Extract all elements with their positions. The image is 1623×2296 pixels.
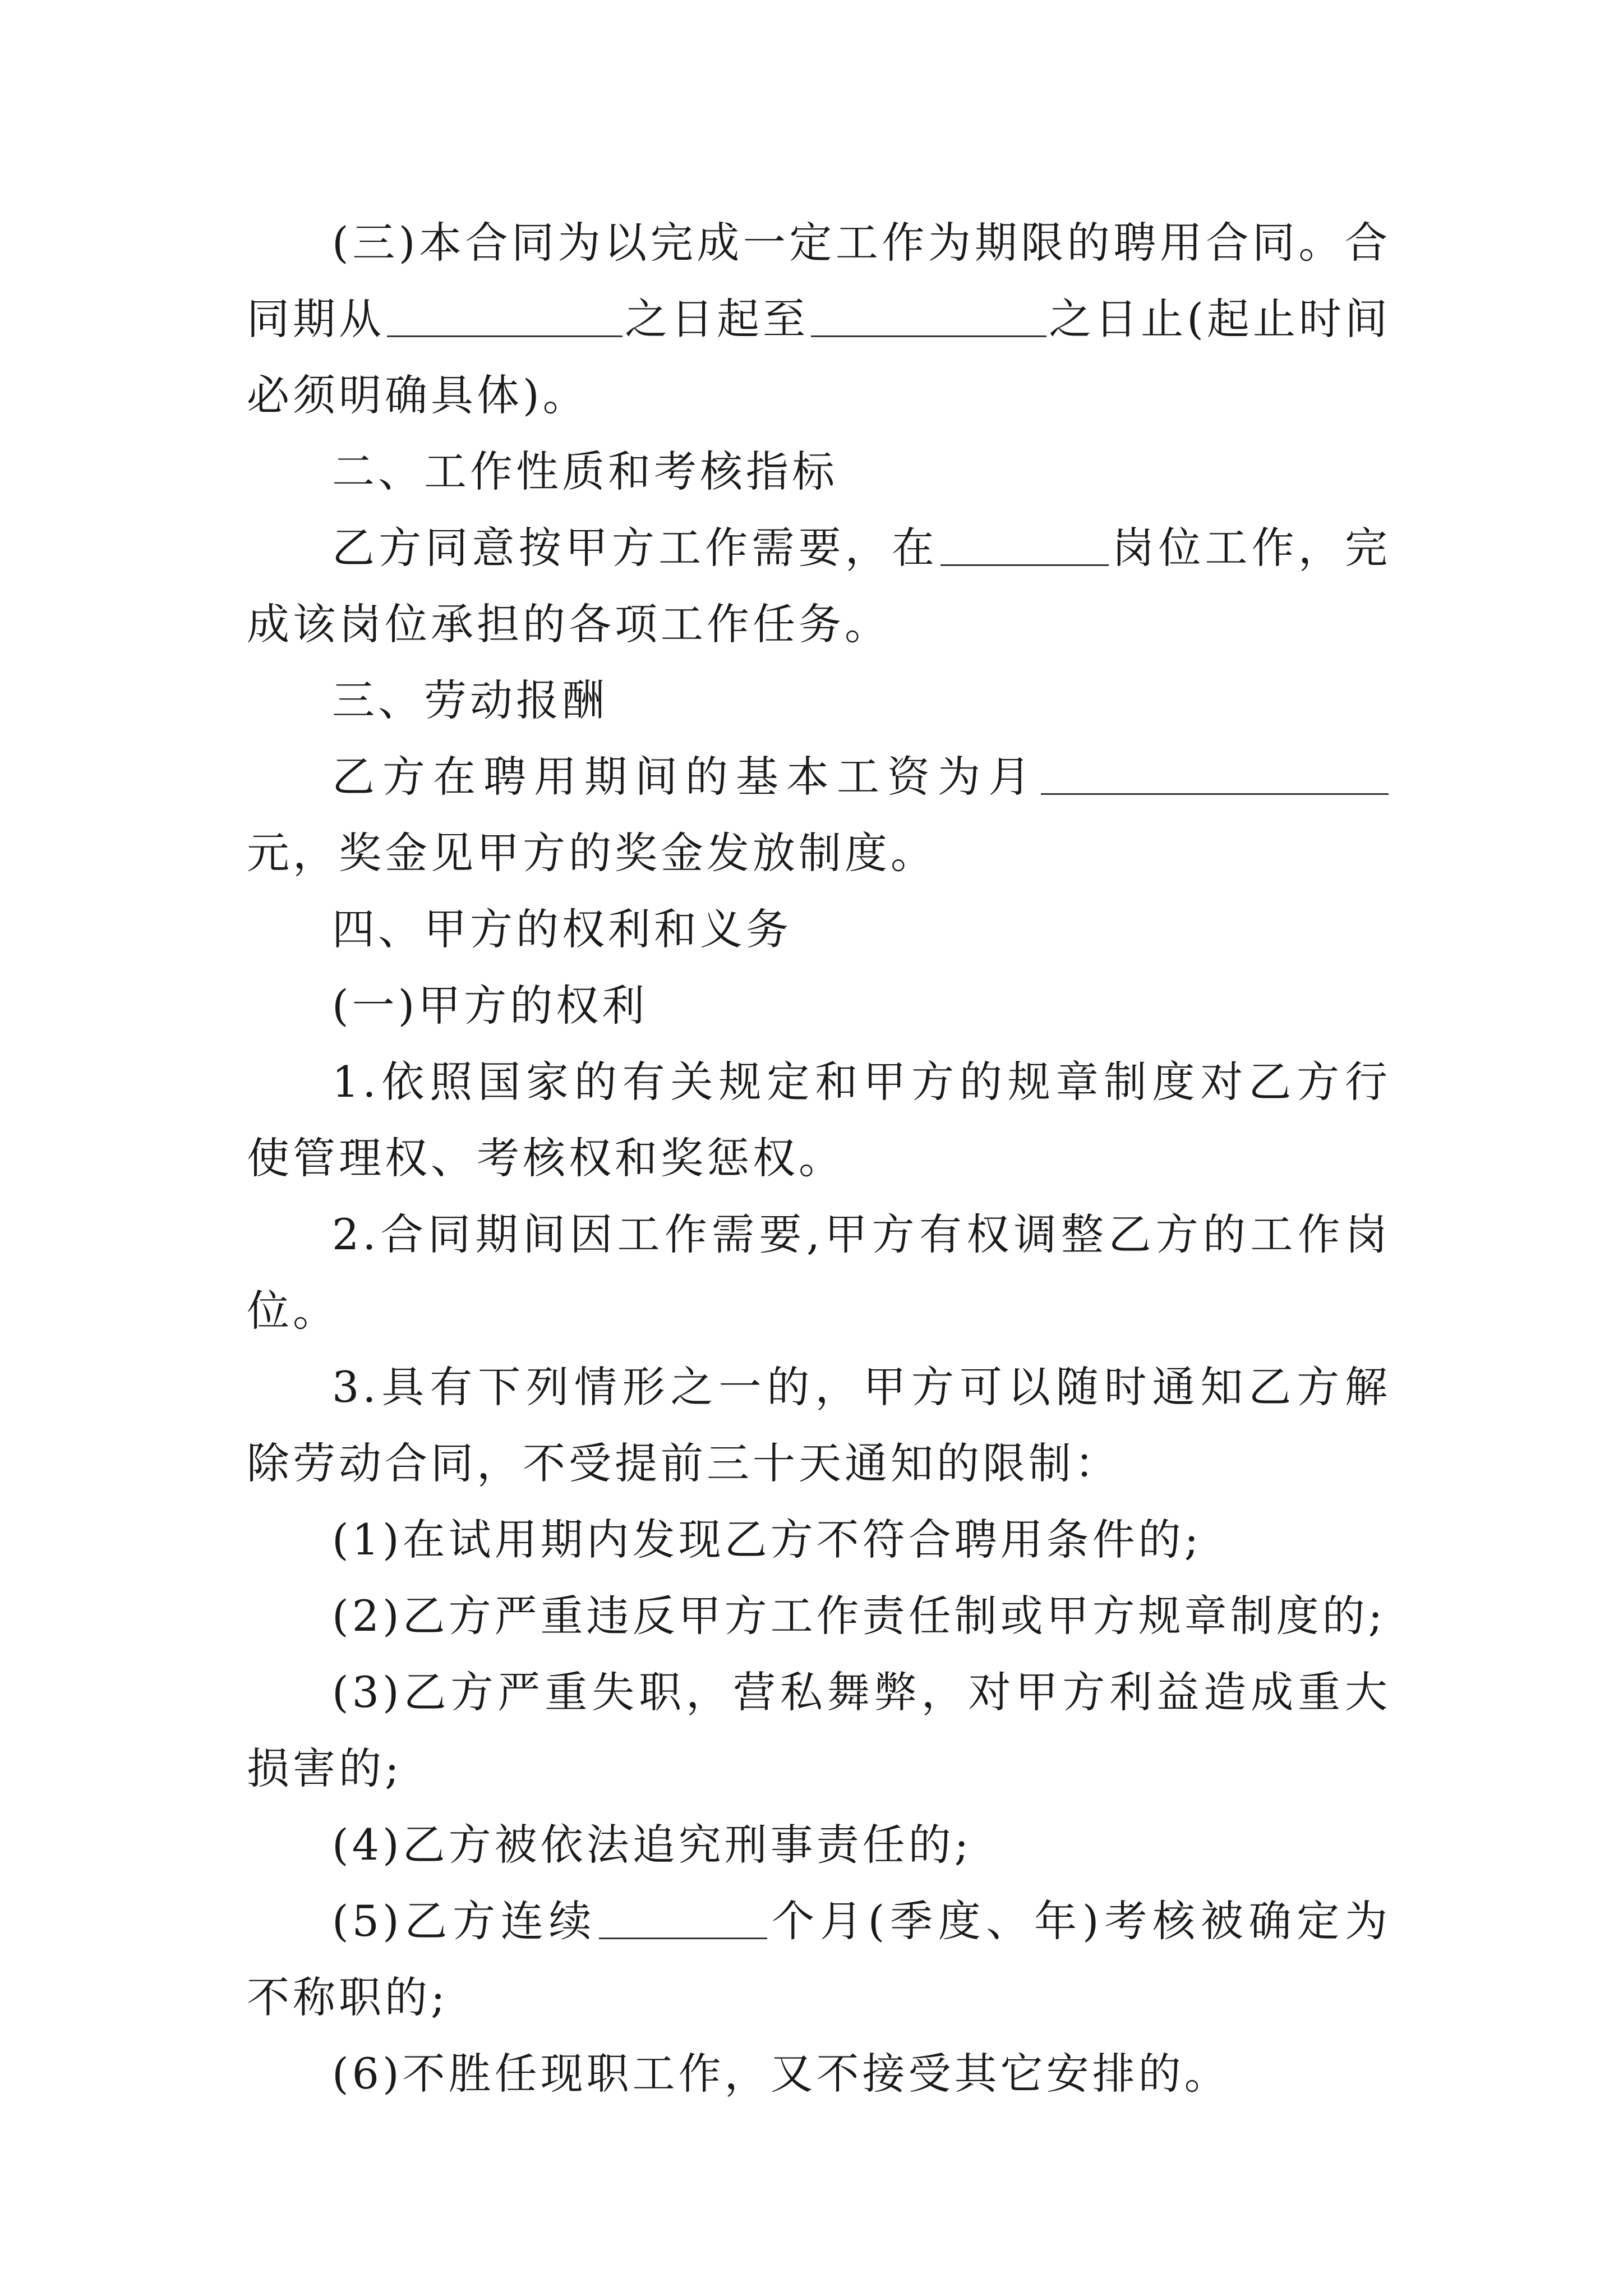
sub-list-item: (6)不胜任现职工作，又不接受其它安排的。 <box>332 2049 1230 2099</box>
blank-end-date[interactable] <box>811 293 1046 337</box>
text-segment: 乙方同意按甲方工作需要，在 <box>332 523 939 573</box>
text-segment: 个月(季度、年)考核被确定为不称职的; <box>247 1896 1391 2022</box>
blank-position[interactable] <box>940 522 1109 566</box>
text-segment: 岗位工作，完成该岗位承担的各项工作任务。 <box>247 523 1391 649</box>
blank-months[interactable] <box>599 1895 767 1939</box>
blank-salary[interactable] <box>1041 751 1389 795</box>
paragraph-contract-term <box>247 205 1391 434</box>
sub-list-item: (4)乙方被依法追究刑事责任的; <box>332 1820 972 1870</box>
sub-list-item: (2)乙方严重违反甲方工作责任制或甲方规章制度的; <box>332 1591 1386 1641</box>
text-segment: 之日起至 <box>625 294 809 344</box>
section-heading-4: 四、甲方的权利和义务 <box>332 904 792 954</box>
blank-start-date[interactable] <box>387 293 623 337</box>
text-segment: 元，奖金见甲方的奖金发放制度。 <box>247 828 937 878</box>
text-segment: 之日止(起止时间必须明确具体)。 <box>247 294 1391 420</box>
subsection-heading: (一)甲方的权利 <box>332 981 648 1030</box>
paragraph-salary <box>247 739 1391 891</box>
list-item: 1.依照国家的有关规定和甲方的规章制度对乙方行使管理权、考核权和奖惩权。 <box>247 1057 1391 1183</box>
sub-list-item: (1)在试用期内发现乙方不符合聘用条件的; <box>332 1515 1202 1565</box>
text-segment: (5)乙方连续 <box>332 1896 597 1946</box>
document-body <box>247 205 1391 2112</box>
sub-list-item: (3)乙方严重失职，营私舞弊，对甲方利益造成重大损害的; <box>247 1667 1391 1793</box>
text-segment: (三)本合同为以完成一定工作为期限的聘用合同。合同期从 <box>247 218 1391 344</box>
section-heading-3: 三、劳动报酬 <box>332 675 608 725</box>
paragraph-position <box>247 510 1391 662</box>
list-item: 3.具有下列情形之一的，甲方可以随时通知乙方解除劳动合同，不受提前三十天通知的限制： <box>247 1362 1391 1488</box>
section-heading-2: 二、工作性质和考核指标 <box>332 447 838 496</box>
list-item: 2.合同期间因工作需要,甲方有权调整乙方的工作岗位。 <box>247 1209 1391 1336</box>
sub-list-item <box>247 1883 1391 2036</box>
text-segment: 乙方在聘用期间的基本工资为月 <box>332 752 1039 802</box>
